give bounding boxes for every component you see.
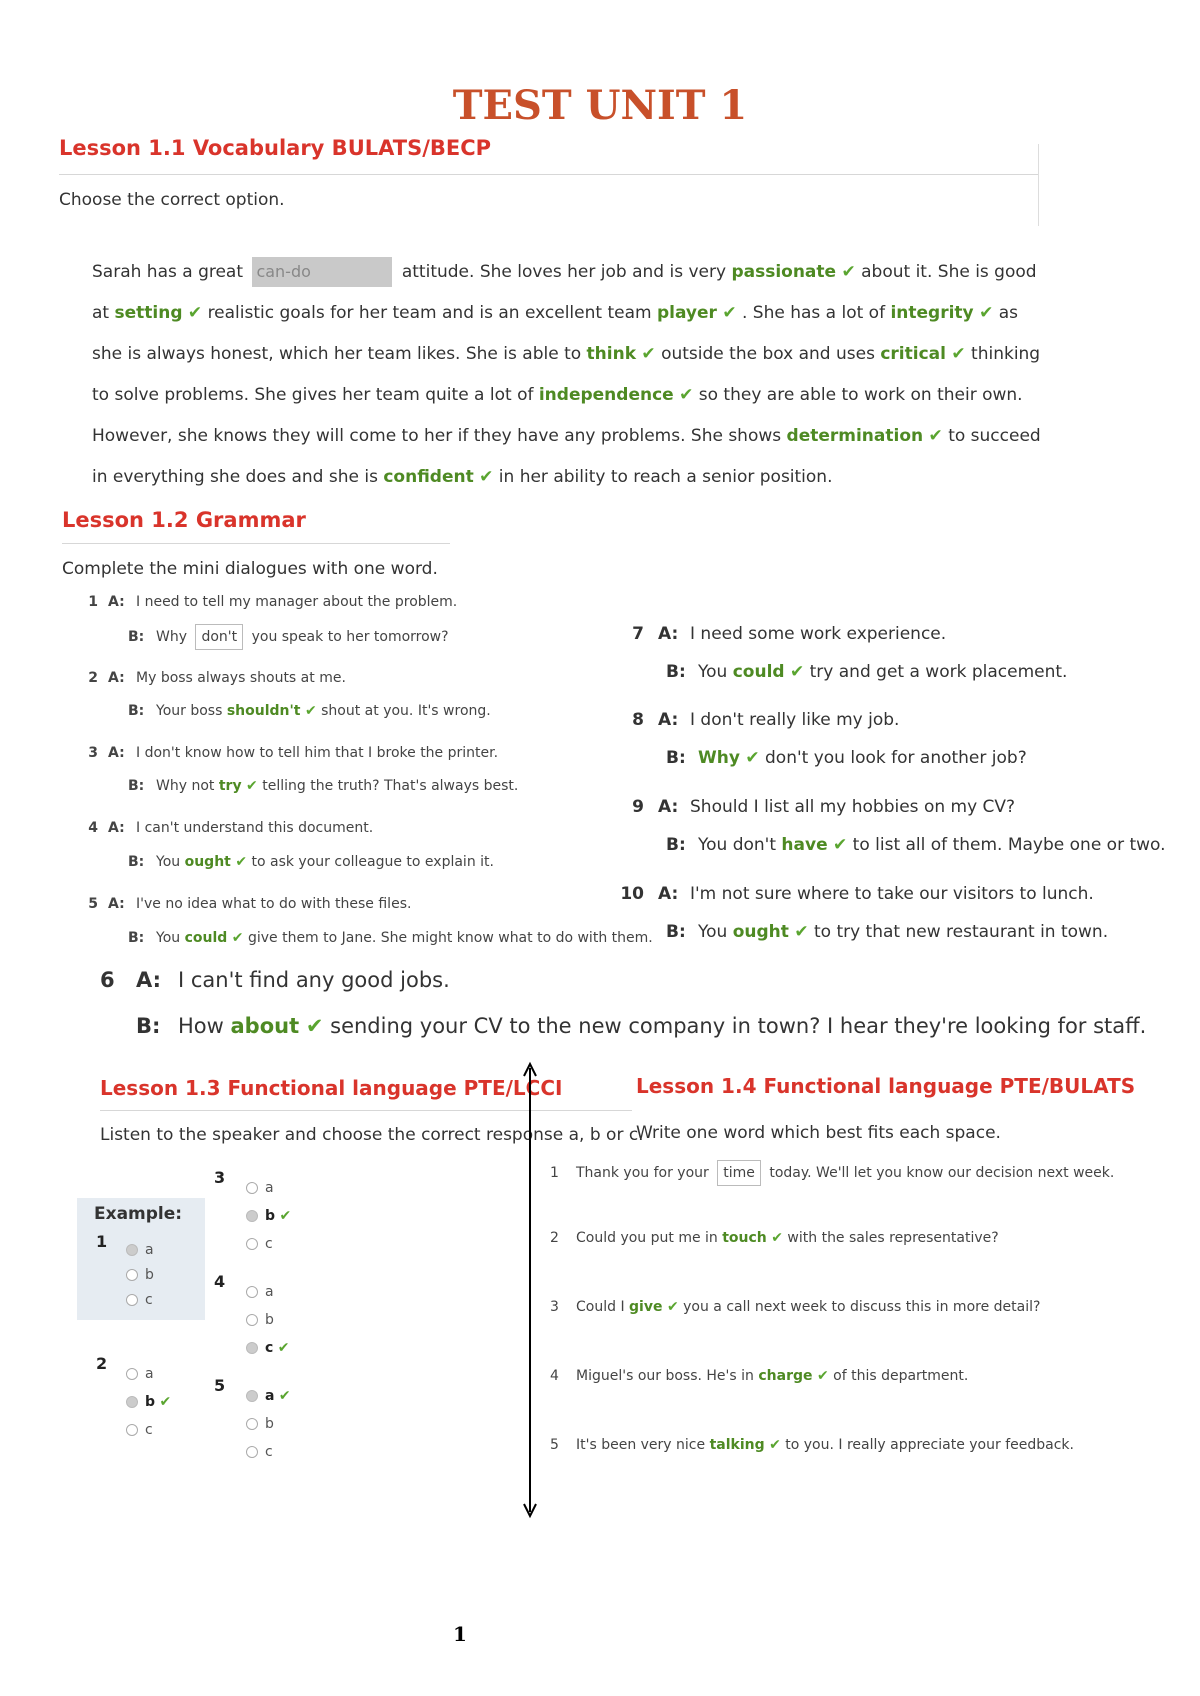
text-segment: thinking to solve problems. She gives her team quite a lot of	[92, 344, 1041, 405]
radio-icon[interactable]	[126, 1396, 138, 1408]
radio-icon[interactable]	[246, 1210, 258, 1222]
radio-icon[interactable]	[126, 1424, 138, 1436]
option-b[interactable]: b ✔	[246, 1202, 291, 1230]
correct-answer: charge	[758, 1368, 813, 1384]
radio-icon[interactable]	[246, 1238, 258, 1250]
vocabulary-paragraph	[92, 252, 1052, 498]
text-segment: as she is always honest, which her team likes. She is able to	[92, 303, 1018, 364]
dialogue-7-b: B: You could ✔ try and get a work placement.	[666, 662, 1068, 682]
check-icon: ✔	[187, 303, 203, 323]
option-b[interactable]: b	[246, 1410, 291, 1438]
check-icon: ✔	[841, 262, 856, 282]
correct-answer: try	[218, 778, 242, 794]
check-icon: ✔	[277, 1340, 290, 1356]
question-3-options	[246, 1174, 291, 1258]
radio-icon[interactable]	[246, 1182, 258, 1194]
correct-answer: determination	[786, 426, 924, 446]
dialogue-5-b: B: You could ✔ give them to Jane. She might know what to do with them.	[128, 930, 653, 946]
dialogue-9-b: B: You don't have ✔ to list all of them. Maybe one or two.	[666, 835, 1166, 855]
radio-icon[interactable]	[246, 1446, 258, 1458]
answer-input[interactable]: time	[717, 1160, 761, 1186]
correct-answer: ought	[732, 922, 789, 942]
question-1-number: 1	[96, 1232, 108, 1251]
option-c[interactable]: c ✔	[246, 1334, 290, 1362]
dialogue-8-a: 8 A: I don't really like my job.	[632, 710, 900, 730]
text-segment: outside the box and uses	[661, 344, 875, 364]
divider	[100, 1110, 632, 1111]
question-4-number: 4	[214, 1272, 226, 1291]
option-c[interactable]: c	[126, 1416, 171, 1444]
lesson-1-1-instruction: Choose the correct option.	[59, 190, 285, 210]
option-b[interactable]: b	[126, 1263, 154, 1288]
option-c[interactable]: c	[126, 1288, 154, 1313]
check-icon: ✔	[666, 1299, 679, 1315]
gap-item-2: 2 Could you put me in touch ✔ with the sales representative?	[550, 1230, 999, 1246]
correct-answer: independence	[538, 385, 674, 405]
page-number: 1	[453, 1622, 467, 1646]
text-segment: . She has a lot of	[741, 303, 886, 323]
option-a[interactable]: a	[126, 1238, 154, 1263]
question-2-options	[126, 1360, 171, 1444]
gap-item-1: 1 Thank you for your time today. We'll let you know our decision next week.	[550, 1160, 1114, 1186]
radio-icon[interactable]	[246, 1390, 258, 1402]
check-icon: ✔	[722, 303, 737, 323]
check-icon: ✔	[279, 1208, 292, 1224]
divider	[62, 543, 450, 544]
text-segment: so they are able to work on their own. However, she knows they will come to her if they have any problems. She shows	[92, 385, 1023, 446]
radio-icon[interactable]	[246, 1286, 258, 1298]
dialogue-9-a: 9 A: Should I list all my hobbies on my CV?	[632, 797, 1016, 817]
gap-item-5: 5 It's been very nice talking ✔ to you. I really appreciate your feedback.	[550, 1437, 1074, 1453]
radio-icon[interactable]	[126, 1244, 138, 1256]
check-icon: ✔	[979, 303, 994, 323]
text-segment: to succeed in everything she does and she is	[92, 426, 1041, 487]
correct-answer: confident	[383, 467, 474, 487]
correct-answer: could	[184, 930, 228, 946]
check-icon: ✔	[304, 703, 317, 719]
option-a[interactable]: a	[126, 1360, 171, 1388]
check-icon: ✔	[771, 1230, 783, 1246]
question-5-options	[246, 1382, 291, 1466]
correct-answer: passionate	[731, 262, 837, 282]
check-icon: ✔	[231, 930, 244, 946]
lesson-1-3-heading: Lesson 1.3 Functional language PTE/LCCI	[100, 1076, 563, 1100]
option-c[interactable]: c	[246, 1230, 291, 1258]
check-icon: ✔	[479, 467, 494, 487]
radio-icon[interactable]	[126, 1269, 138, 1281]
check-icon: ✔	[305, 1014, 324, 1038]
vertical-double-arrow-icon	[520, 1060, 540, 1520]
lesson-1-1-heading: Lesson 1.1 Vocabulary BULATS/BECP	[59, 136, 492, 160]
dialogue-4-b: B: You ought ✔ to ask your colleague to explain it.	[128, 854, 494, 870]
lesson-1-4-heading: Lesson 1.4 Functional language PTE/BULATS	[636, 1074, 1136, 1098]
dialogue-8-b: B: Why ✔ don't you look for another job?	[666, 748, 1027, 768]
check-icon: ✔	[769, 1437, 781, 1453]
correct-answer: give	[629, 1299, 663, 1315]
check-icon: ✔	[816, 1368, 829, 1384]
dialogue-1-b: B: Why don't you speak to her tomorrow?	[96, 624, 449, 650]
correct-answer: shouldn't	[226, 703, 301, 719]
dialogue-2-a: 2 A: My boss always shouts at me.	[88, 670, 346, 686]
page-title: TEST UNIT 1	[452, 82, 748, 129]
example-label: Example:	[94, 1204, 183, 1224]
text-segment: about it. She is good at	[92, 262, 1037, 323]
radio-icon[interactable]	[126, 1294, 138, 1306]
answer-input[interactable]: don't	[195, 624, 243, 650]
answer-gap-input[interactable]: can-do	[252, 257, 392, 287]
question-3-number: 3	[214, 1168, 226, 1187]
option-a[interactable]: a	[246, 1278, 290, 1306]
option-b[interactable]: b	[246, 1306, 290, 1334]
divider	[1038, 144, 1039, 226]
correct-answer: critical	[880, 344, 946, 364]
lesson-1-2-heading: Lesson 1.2 Grammar	[62, 508, 306, 532]
correct-answer: touch	[722, 1230, 767, 1246]
dialogue-10-b: B: You ought ✔ to try that new restaurant in town.	[666, 922, 1109, 942]
option-c[interactable]: c	[246, 1438, 291, 1466]
correct-answer: integrity	[890, 303, 974, 323]
radio-icon[interactable]	[246, 1314, 258, 1326]
check-icon: ✔	[794, 922, 809, 942]
text-segment: Sarah has a great	[92, 262, 244, 282]
correct-answer: ought	[184, 854, 231, 870]
dialogue-6-a: 6 A: I can't find any good jobs.	[100, 968, 450, 992]
gap-item-4: 4 Miguel's our boss. He's in charge ✔ of this department.	[550, 1368, 969, 1384]
check-icon: ✔	[679, 385, 694, 405]
lesson-1-2-instruction: Complete the mini dialogues with one word.	[62, 559, 438, 579]
check-icon: ✔	[235, 854, 248, 870]
text-segment: realistic goals for her team and is an excellent team	[207, 303, 652, 323]
dialogue-6-b: B: How about ✔ sending your CV to the new company in town? I hear they're looking for staff.	[136, 1014, 1147, 1038]
correct-answer: about	[230, 1014, 300, 1038]
option-a[interactable]: a	[246, 1174, 291, 1202]
question-2-number: 2	[96, 1354, 108, 1373]
correct-answer: Why	[698, 748, 740, 768]
check-icon: ✔	[745, 748, 760, 768]
radio-icon[interactable]	[126, 1368, 138, 1380]
question-5-number: 5	[214, 1376, 226, 1395]
check-icon: ✔	[159, 1394, 172, 1410]
dialogue-3-a: 3 A: I don't know how to tell him that I broke the printer.	[88, 745, 499, 761]
dialogue-7-a: 7 A: I need some work experience.	[632, 624, 947, 644]
lesson-1-4-instruction: Write one word which best fits each space.	[636, 1123, 1001, 1143]
question-1-options	[126, 1238, 154, 1313]
check-icon: ✔	[641, 344, 656, 364]
dialogue-4-a: 4 A: I can't understand this document.	[88, 820, 374, 836]
correct-answer: talking	[709, 1437, 765, 1453]
check-icon: ✔	[951, 344, 966, 364]
gap-item-3: 3 Could I give ✔ you a call next week to discuss this in more detail?	[550, 1299, 1041, 1315]
correct-answer: player	[656, 303, 717, 323]
check-icon: ✔	[928, 426, 943, 446]
option-a[interactable]: a ✔	[246, 1382, 291, 1410]
question-4-options	[246, 1278, 290, 1362]
option-b[interactable]: b ✔	[126, 1388, 171, 1416]
divider	[59, 174, 1039, 175]
dialogue-10-a: 10 A: I'm not sure where to take our visitors to lunch.	[620, 884, 1094, 904]
correct-answer: could	[732, 662, 785, 682]
lesson-1-3-instruction: Listen to the speaker and choose the correct response a, b or c.	[100, 1125, 644, 1145]
check-icon: ✔	[278, 1388, 291, 1404]
dialogue-2-b: B: Your boss shouldn't ✔ shout at you. It's wrong.	[128, 703, 491, 719]
check-icon: ✔	[789, 662, 805, 682]
dialogue-5-a: 5 A: I've no idea what to do with these files.	[88, 896, 412, 912]
correct-answer: setting	[114, 303, 183, 323]
correct-answer: have	[781, 835, 828, 855]
text-segment: in her ability to reach a senior position.	[498, 467, 833, 487]
dialogue-3-b: B: Why not try ✔ telling the truth? That's always best.	[128, 778, 519, 794]
check-icon: ✔	[246, 778, 258, 794]
check-icon: ✔	[833, 835, 848, 855]
radio-icon[interactable]	[246, 1342, 258, 1354]
radio-icon[interactable]	[246, 1418, 258, 1430]
dialogue-1-a: 1 A: I need to tell my manager about the problem.	[88, 594, 458, 610]
correct-answer: think	[586, 344, 637, 364]
text-segment: attitude. She loves her job and is very	[401, 262, 727, 282]
